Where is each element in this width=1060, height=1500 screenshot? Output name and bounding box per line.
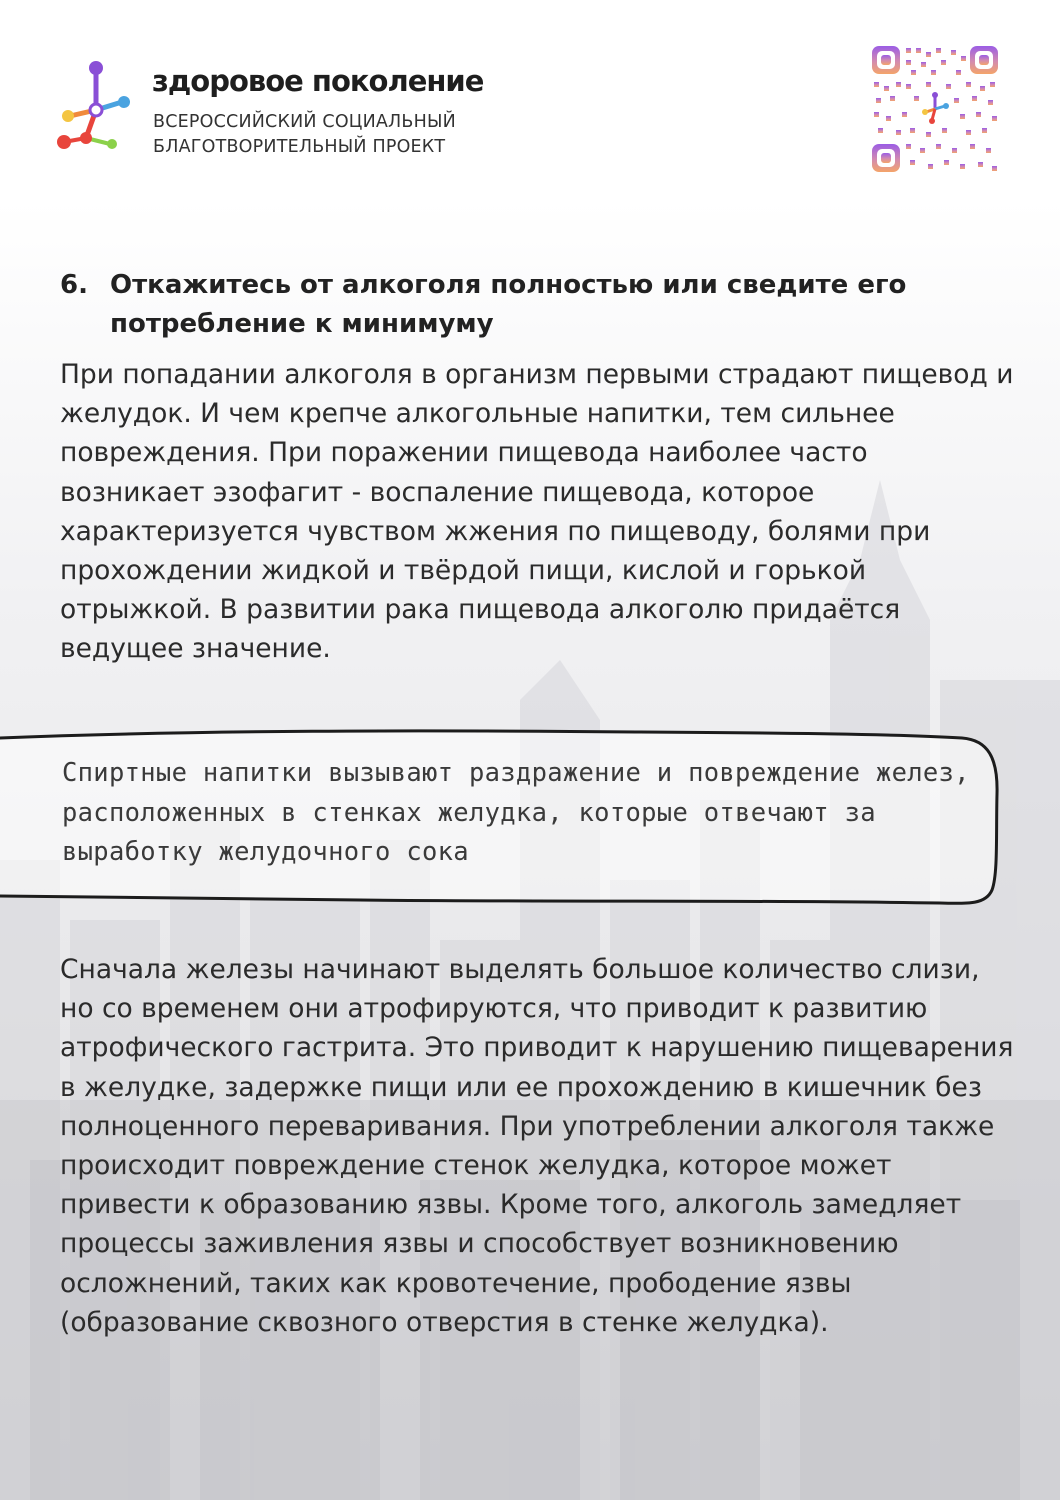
paragraph-stomach: Сначала железы начинают выделять большое количество слизи, но со временем они атрофируются, что приводит к развитию атрофического гастрита. Это приводит к нарушению пищеварения в желудке, задержке пищи или ее прохождению в кишечник без полноценного переваривания. При употреблении алкоголя также происходит повреждение стенок желудка, которое может привести к образованию язвы. Кроме того, алкоголь замедляет процессы заживления язвы и способствует возникновению осложнений, таких как кровотечение, прободение язвы (образование сквозного отверстия в стенке желудка). (60, 954, 1014, 1338)
qr-code-icon[interactable] (870, 44, 1000, 174)
section-number: 6. (60, 270, 88, 300)
paragraph-esophagus: При попадании алкоголя в организм первыми страдают пищевод и желудок. И чем крепче алкогольные напитки, тем сильнее повреждения. При поражении пищевода наиболее часто возникает эзофагит - воспаление пищевода, которое характеризуется чувством жжения по пищеводу, болями при прохождении жидкой и твёрдой пищи, кислой и горькой отрыжкой. В развитии рака пищевода алкоголю придаётся ведущее значение. (60, 359, 1014, 665)
brand-name: здоровое поколение (152, 64, 484, 98)
molecule-logo-icon (56, 58, 138, 154)
section-title: Откажитесь от алкоголя полностью или сведите его потребление к минимуму (110, 270, 907, 339)
callout-text: Спиртные напитки вызывают раздражение и повреждение желез, расположенных в стенках желудка, которые отвечают за выработку желудочного сока (62, 758, 970, 867)
brand-subtitle: ВСЕРОССИЙСКИЙ СОЦИАЛЬНЫЙ БЛАГОТВОРИТЕЛЬНЫЙ ПРОЕКТ (153, 112, 456, 157)
header (56, 58, 1016, 178)
